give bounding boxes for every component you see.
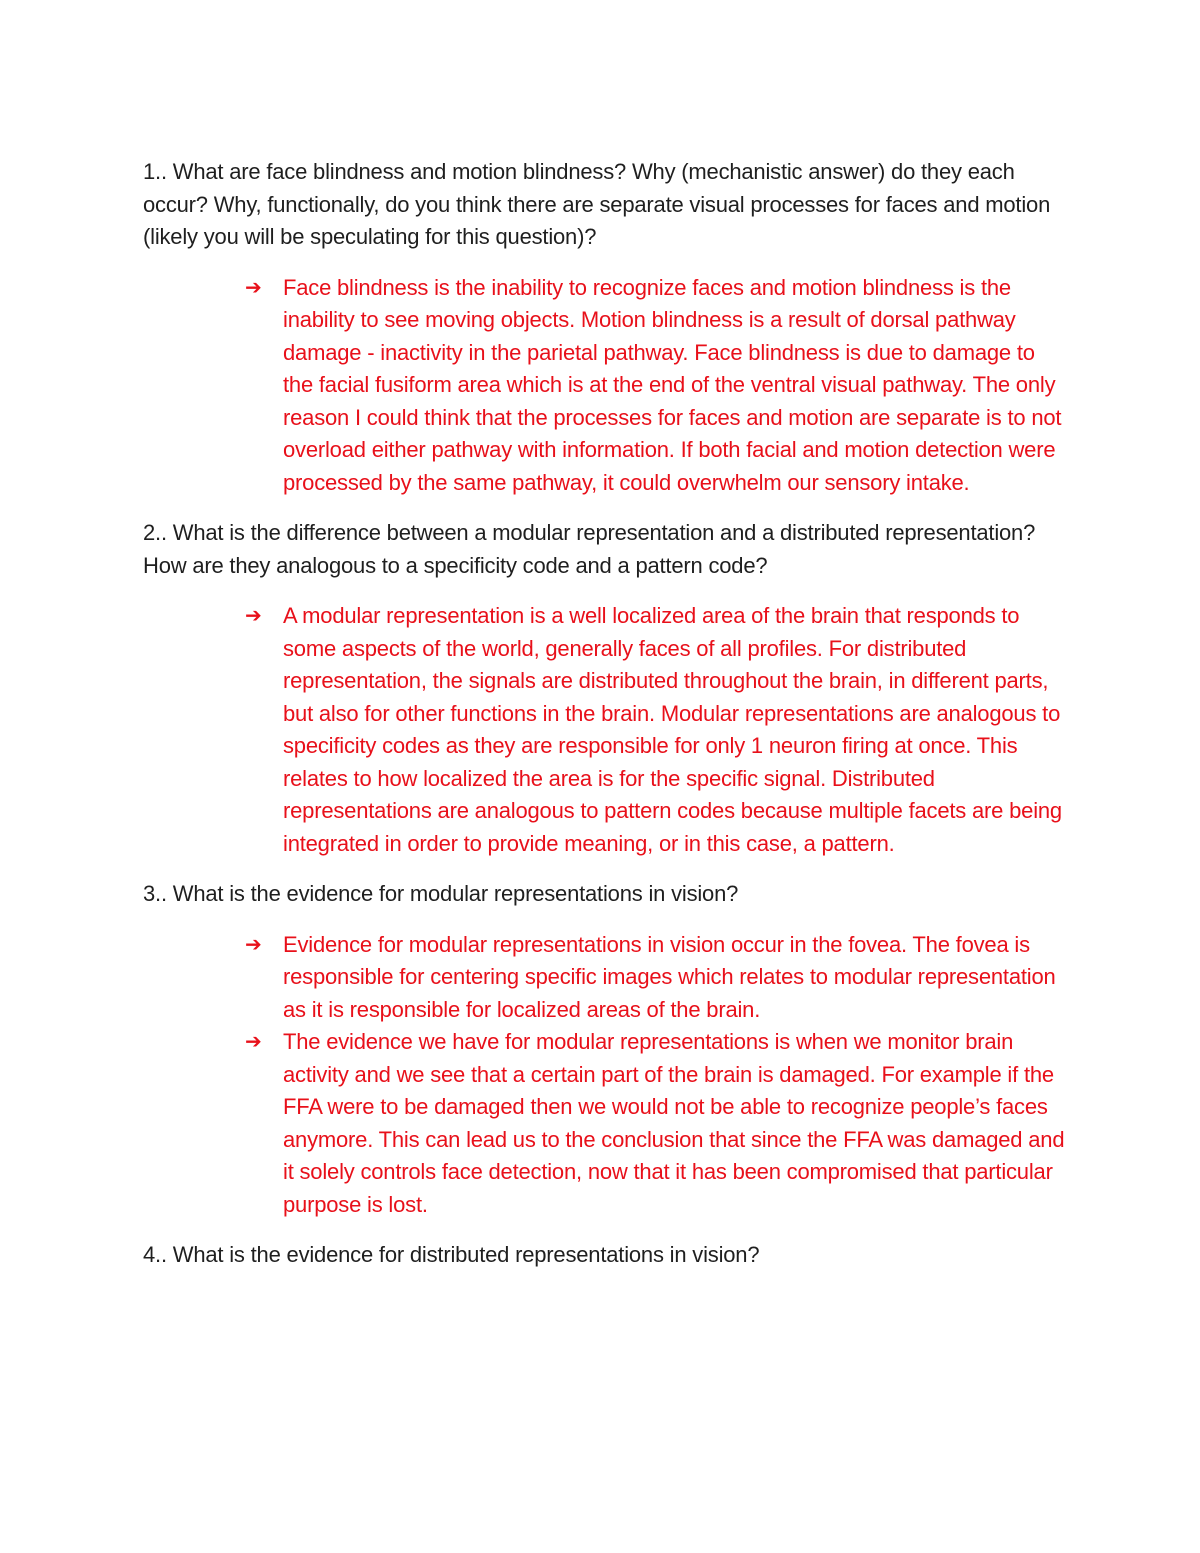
document-content bbox=[143, 156, 1068, 1290]
answer-list-2 bbox=[143, 600, 1068, 860]
answer-text: Face blindness is the inability to recognize faces and motion blindness is the inability to see moving objects. Motion blindness is a result of dorsal pathway damage - inactivity in the parietal pathway. Face blindness is due to damage to the facial fusiform area which is at the end of the ventral visual pathway. The only reason I could think that the processes for faces and motion are separate is to not overload either pathway with information. If both facial and motion detection were processed by the same pathway, it could overwhelm our sensory intake. bbox=[283, 274, 1062, 495]
answer-text: Evidence for modular representations in vision occur in the fovea. The fovea is responsible for centering specific images which relates to modular representation as it is responsible for localized areas of the brain. bbox=[283, 931, 1056, 1022]
answer-3-1 bbox=[241, 929, 1068, 1027]
question-3: 3.. What is the evidence for modular representations in vision? bbox=[143, 881, 739, 906]
arrow-bullet-icon: ➔ bbox=[245, 933, 262, 956]
arrow-bullet-icon: ➔ bbox=[245, 1031, 262, 1053]
question-2: 2.. What is the difference between a modular representation and a distributed representation? How are they analogous to a specificity code and a pattern code? bbox=[143, 520, 1036, 578]
answer-text: The evidence we have for modular representations is when we monitor brain activity and we see that a certain part of the brain is damaged. For example if the FFA were to be damaged then we would not be able to recognize people’s faces anymore. This can lead us to the conclusion that since the FFA was damaged and it solely controls face detection, now that it has been compromised that particular purpose is lost. bbox=[283, 1029, 1065, 1217]
arrow-bullet-icon: ➔ bbox=[245, 276, 262, 299]
arrow-bullet-icon: ➔ bbox=[245, 605, 262, 627]
answer-text: A modular representation is a well localized area of the brain that responds to some aspects of the world, generally faces of all profiles. For distributed representation, the signals are distributed throughout the brain, in different parts, but also for other functions in the brain. Modular representations are analogous to specificity codes as they are responsible for only 1 neuron firing at once. This relates to how localized the area is for the specific signal. Distributed representations are analogous to pattern codes because multiple facets are being integrated in order to provide meaning, or in this case, a pattern. bbox=[283, 603, 1062, 856]
question-1: 1.. What are face blindness and motion blindness? Why (mechanistic answer) do they each occur? Why, functionally, do you think there are separate visual processes for faces and motion (likely you will be speculating for this question)? bbox=[143, 159, 1051, 249]
answer-3-2 bbox=[241, 1026, 1068, 1221]
answer-1-1 bbox=[241, 272, 1068, 500]
answer-list-1 bbox=[143, 272, 1068, 500]
question-4: 4.. What is the evidence for distributed representations in vision? bbox=[143, 1242, 760, 1267]
answer-list-3 bbox=[143, 929, 1068, 1222]
answer-2-1 bbox=[241, 600, 1068, 860]
